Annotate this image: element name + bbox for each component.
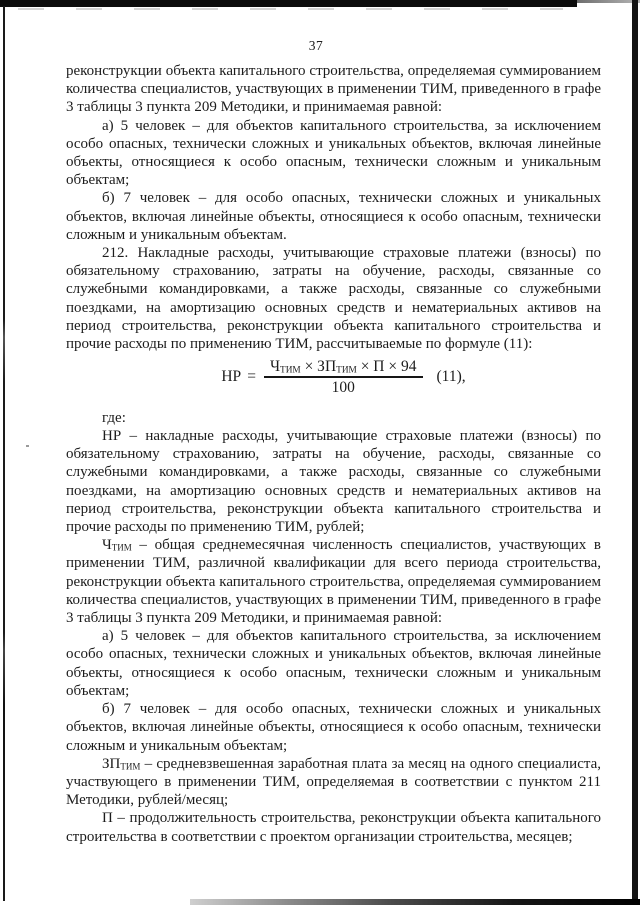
paragraph (66, 427, 601, 536)
text-run: Ч (102, 537, 112, 554)
paragraph (66, 700, 601, 755)
text-run: 212. Накладные расходы, учитывающие страховые платежи (взносы) по обязательному страхованию, затраты на обучение, расходы, связанные со служебными командировками, а также расходы, связанные со служебными поездками, на амортизацию основных средств и нематериальных активов на период строительства, реконструкции объекта капитального строительства и прочие расходы по применению ТИМ, рассчитываемые по формуле (11): (66, 245, 601, 353)
formula-denominator: 100 (331, 378, 355, 396)
text-run: × П × 94 (356, 358, 417, 376)
formula-number-label: (11), (436, 368, 466, 386)
formula-numerator (264, 357, 423, 376)
paragraph (66, 755, 601, 810)
scan-edge-left (3, 6, 5, 901)
formula-equals-sign: = (247, 368, 256, 386)
paragraph (66, 536, 601, 627)
subscript-tim: ТИМ (280, 365, 301, 376)
text-run: реконструкции объекта капитального строительства, определяемая суммированием количества специалистов, участвующих в применении ТИМ, приведенного в графе 3 таблицы 3 пункта 209 Методики, и принимаемая равной: (66, 63, 601, 116)
text-run: ЗП (102, 755, 121, 772)
text-run: где: (102, 409, 126, 426)
text-run: П – продолжительность строительства, реконструкции объекта капитального строительства в соответствии с проектом организации строительства, месяцев; (66, 810, 601, 845)
subscript-tim: ТИМ (336, 365, 357, 376)
formula-11 (76, 357, 611, 397)
paragraphs-after-formula (66, 409, 601, 846)
paragraph (66, 409, 601, 427)
scan-edge-right (632, 0, 638, 901)
scan-edge-bottom (190, 899, 640, 905)
paragraph (66, 627, 601, 700)
paragraph (66, 809, 601, 845)
text-run: Ч (269, 358, 281, 376)
scan-speck (26, 445, 29, 447)
text-run: × ЗП (300, 358, 337, 376)
text-run: а) 5 человек – для объектов капитального строительства, за исключением особо опасных, технически сложных и уникальных объектов, включая линейные объекты, относящиеся к особо опасным, технически сложным и уникальным объектам; (66, 117, 601, 189)
text-run: – средневзвешенная заработная плата за месяц на одного специалиста, участвующего в применении ТИМ, определяемая в соответствии с пунктом 211 Методики, рублей/месяц; (66, 755, 601, 809)
formula-lhs: НР (221, 368, 242, 386)
paragraph (66, 117, 601, 190)
text-run: НР – накладные расходы, учитывающие страховые платежи (взносы) по обязательному страхованию, затраты на обучение, расходы, связанные со служебными командировками, а также расходы, связанные со служебными поездками, на амортизацию основных средств и нематериальных активов на период строительства, реконструкции объекта капитального строительства и прочие расходы по применению ТИМ, рублей; (66, 428, 601, 536)
text-run: б) 7 человек – для особо опасных, технически сложных и уникальных объектов, включая линейные объекты, относящиеся к особо опасным, технически сложным и уникальным объектам; (66, 701, 601, 754)
paragraph (66, 189, 601, 244)
paragraphs-before-formula (66, 62, 601, 353)
text-run: а) 5 человек – для объектов капитального строительства, за исключением особо опасных, технически сложных и уникальных объектов, включая линейные объекты, относящиеся к особо опасным, технически сложным и уникальным объектам; (66, 628, 601, 699)
subscript-tim: ТИМ (111, 542, 132, 553)
document-body (66, 62, 601, 846)
page-number: 37 (308, 38, 324, 53)
formula-fraction (264, 357, 423, 397)
text-run: б) 7 человек – для особо опасных, технически сложных и уникальных объектов, включая линейные объекты, относящиеся к особо опасным, технически сложным и уникальным объектам. (66, 190, 601, 243)
paragraph (66, 62, 601, 117)
scan-artifact-dashes (18, 8, 563, 10)
text-run: – общая среднемесячная численность специалистов, участвующих в применении ТИМ, различной квалификации для всего периода строительства, реконструкции объекта капитального строительства, определяемая суммированием количества специалистов, участвующих в применении ТИМ, приведенного в графе 3 таблицы 3 пункта 209 Методики, и принимаемая равной: (66, 537, 601, 627)
paragraph (66, 244, 601, 353)
scan-edge-top-fade (577, 0, 640, 3)
scan-edge-top (0, 0, 577, 7)
subscript-tim: ТИМ (120, 761, 141, 772)
